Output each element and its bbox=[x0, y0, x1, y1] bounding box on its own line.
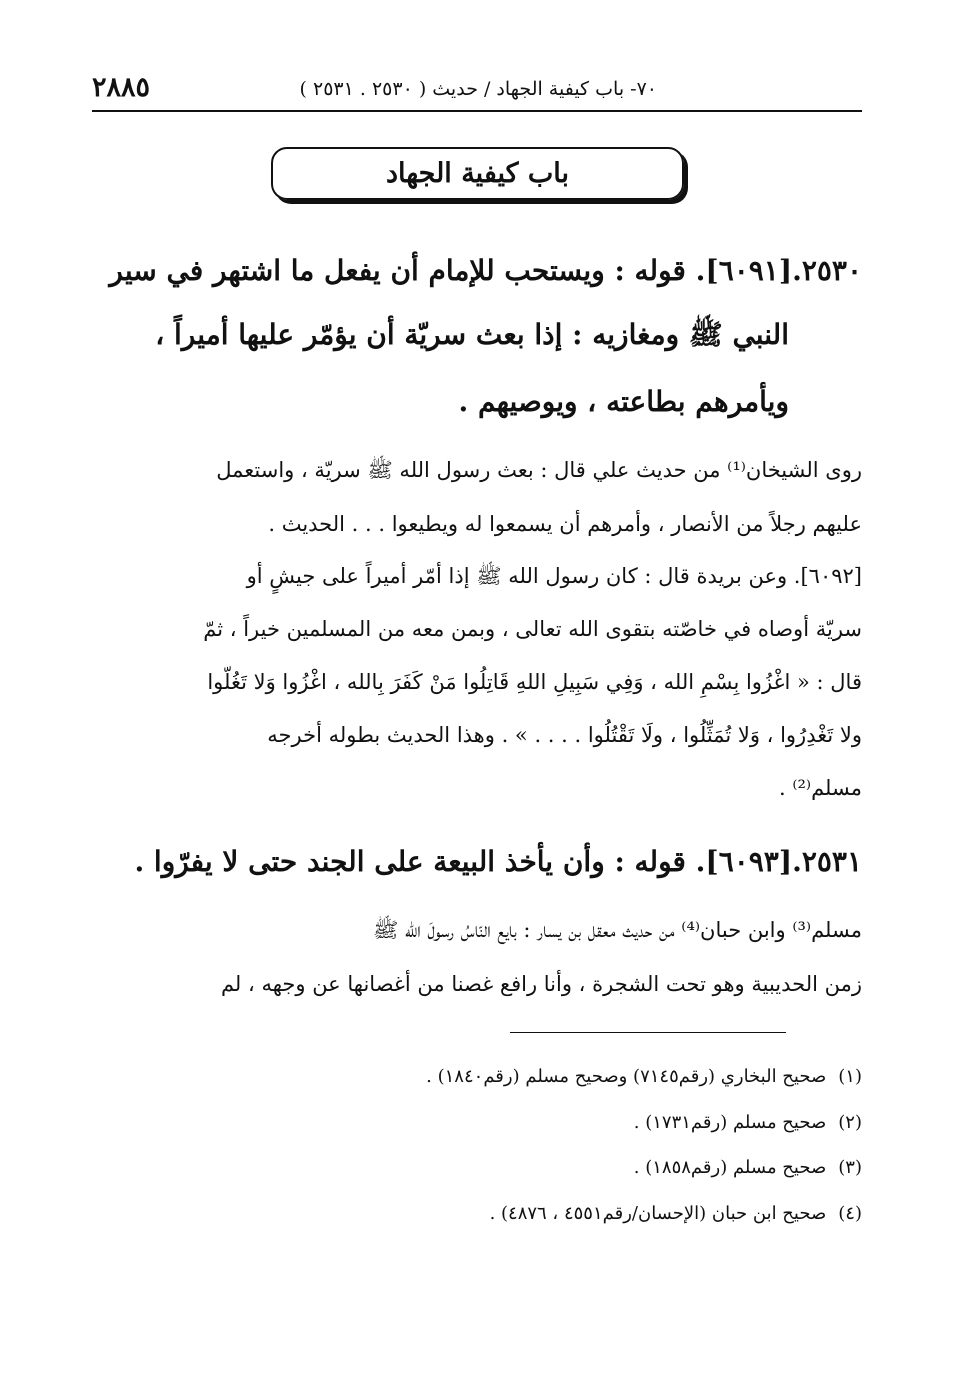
entry-2530-body-line-7: مسلم⁽²⁾ . bbox=[778, 776, 862, 800]
footnote-4 bbox=[490, 1203, 862, 1224]
entry-2530-body-line-2: عليهم رجلاً من الأنصار ، وأمرهم أن يسمعوا له ويطيعوا . . . الحديث . bbox=[268, 512, 862, 536]
page-number: ٢٨٨٥ bbox=[92, 72, 151, 103]
entry-2530-body-line-6: ولا تَغْدِرُوا ، وَلا تُمَثِّلُوا ، ولَا تَقْتُلُوا . . . . » . وهذا الحديث بطوله أخرجه bbox=[267, 723, 862, 747]
entry-2531-body-line-2: زمن الحديبية وهو تحت الشجرة ، وأنا رافع غصنا من أغصانها عن وجهه ، لم bbox=[220, 972, 862, 996]
chapter-title: باب كيفية الجهاد bbox=[385, 158, 570, 189]
footnote-3 bbox=[634, 1157, 862, 1178]
chapter-title-box bbox=[271, 147, 684, 200]
entry-2531-body-line-1: مسلم⁽³⁾ وابن حبان⁽⁴⁾ من حديث معقل بن يسار : بايع النّاسُ رسولَ الله ﷺ bbox=[372, 918, 862, 942]
entry-2530-body-line-1: روى الشيخان⁽¹⁾ من حديث علي قال : بعث رسول الله ﷺ سريّة ، واستعمل bbox=[216, 458, 862, 482]
footnote-separator bbox=[510, 1032, 786, 1033]
entry-2530-body-line-3: [٦٠٩٢]. وعن بريدة قال : كان رسول الله ﷺ إذا أمّر أميراً على جيشٍ أو bbox=[246, 564, 862, 588]
footnote-4-number: (٤) bbox=[838, 1203, 862, 1224]
entry-2530-body-line-5: قال : « اغْزُوا بِسْمِ الله ، وَفِي سَبِيلِ اللهِ قَاتِلُوا مَنْ كَفَرَ بِالله ، اغْزُوا وَلا تَغُلّوا bbox=[207, 670, 862, 694]
running-header-title: ٧٠- باب كيفية الجهاد / حديث ( ٢٥٣٠ . ٢٥٣١ ) bbox=[299, 78, 657, 100]
footnote-3-text: صحيح مسلم (رقم١٨٥٨) . bbox=[633, 1157, 827, 1178]
footnote-1-text: صحيح البخاري (رقم٧١٤٥) وصحيح مسلم (رقم١٨٤٠) . bbox=[426, 1066, 827, 1087]
footnote-2-text: صحيح مسلم (رقم١٧٣١) . bbox=[633, 1112, 827, 1133]
footnote-4-text: صحيح ابن حبان (الإحسان/رقم٤٥٥١ ، ٤٨٧٦) . bbox=[489, 1203, 827, 1224]
footnote-1-number: (١) bbox=[838, 1066, 862, 1087]
entry-2530-heading-line-1: ٢٥٣٠.[٦٠٩١]. قوله : ويستحب للإمام أن يفعل ما اشتهر في سير bbox=[109, 254, 862, 287]
running-header bbox=[92, 70, 862, 112]
footnote-2 bbox=[634, 1112, 862, 1133]
entry-2530-heading-line-3: ويأمرهم بطاعته ، ويوصيهم . bbox=[458, 385, 789, 418]
entry-2531-heading: ٢٥٣١.[٦٠٩٣]. قوله : وأن يأخذ البيعة على الجند حتى لا يفرّوا . bbox=[134, 845, 862, 878]
entry-2530-body-line-4: سريّة أوصاه في خاصّته بتقوى الله تعالى ، وبمن معه من المسلمين خيراً ، ثمّ bbox=[203, 617, 862, 641]
footnote-1 bbox=[426, 1066, 862, 1087]
footnote-3-number: (٣) bbox=[838, 1157, 862, 1178]
entry-2530-heading-line-2: النبي ﷺ ومغازيه : إذا بعث سريّة أن يؤمّر عليها أميراً ، bbox=[155, 318, 789, 351]
footnote-2-number: (٢) bbox=[838, 1112, 862, 1133]
